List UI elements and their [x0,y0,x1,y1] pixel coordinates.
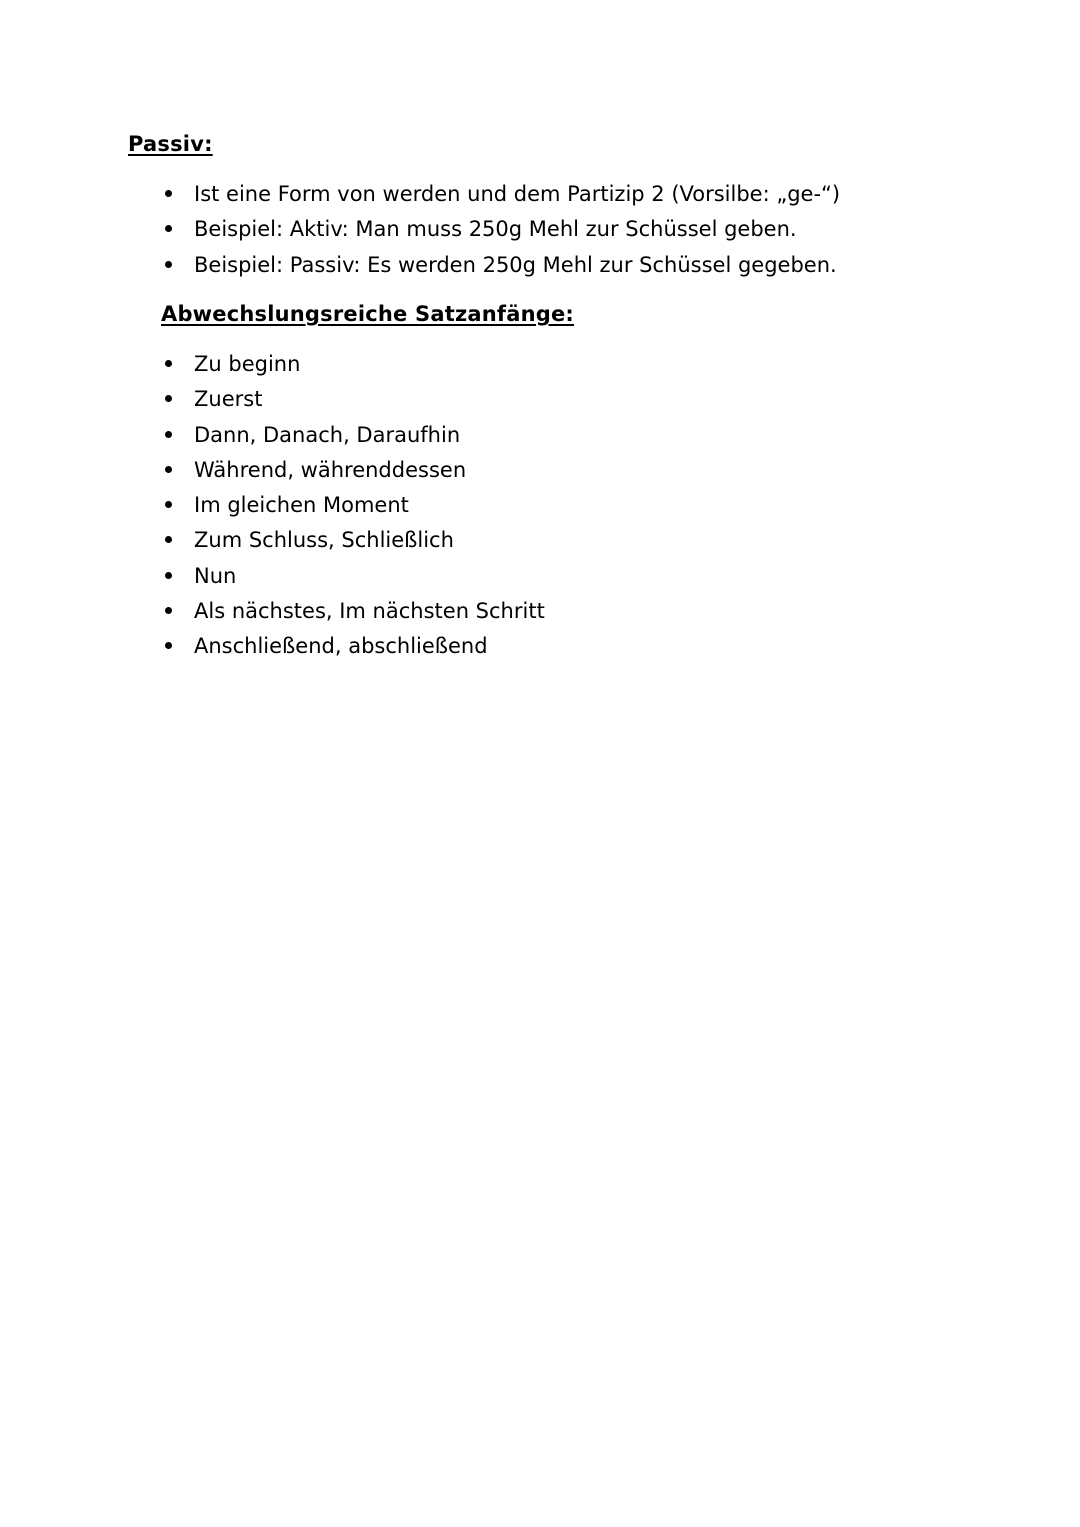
list-item [194,422,545,457]
list-item-text: Beispiel: Passiv: Es werden 250g Mehl zur Schüssel gegeben. [194,252,837,277]
list-item-text: Ist eine Form von werden und dem Partizip 2 (Vorsilbe: „ge-“) [194,182,841,206]
bullet-icon [165,360,172,367]
bullet-icon [165,642,172,649]
passiv-heading: Passiv: [128,132,213,156]
list-item-text: Als nächstes, Im nächsten Schritt [194,599,545,624]
satzanfaenge-heading: Abwechslungsreiche Satzanfänge: [161,302,575,326]
list-item [194,563,545,598]
bullet-icon [165,190,172,197]
list-item-text: Zu beginn [194,352,301,376]
list-item [194,457,545,492]
bullet-icon [165,261,172,268]
list-item-text: Im gleichen Moment [194,493,409,518]
bullet-icon [165,466,172,473]
list-item-text: Beispiel: Aktiv: Man muss 250g Mehl zur Schüssel geben. [194,217,797,242]
satzanfaenge-list [194,351,545,669]
bullet-icon [165,225,172,232]
bullet-icon [165,501,172,508]
list-item-text: Während, währenddessen [194,457,467,482]
list-item [194,386,545,421]
list-item [194,633,545,668]
list-item [194,216,840,251]
bullet-icon [165,572,172,579]
list-item [194,527,545,562]
list-item-text: Zum Schluss, Schließlich [194,528,454,553]
list-item [194,598,545,633]
list-item-text: Dann, Danach, Daraufhin [194,422,461,447]
list-item [194,492,545,527]
bullet-icon [165,607,172,614]
list-item [194,252,840,287]
bullet-icon [165,431,172,438]
list-item [194,181,840,216]
bullet-icon [165,395,172,402]
list-item [194,351,545,386]
list-item-text: Anschließend, abschließend [194,634,488,659]
bullet-icon [165,536,172,543]
list-item-text: Zuerst [194,387,263,412]
passiv-list [194,181,840,287]
list-item-text: Nun [194,563,237,588]
